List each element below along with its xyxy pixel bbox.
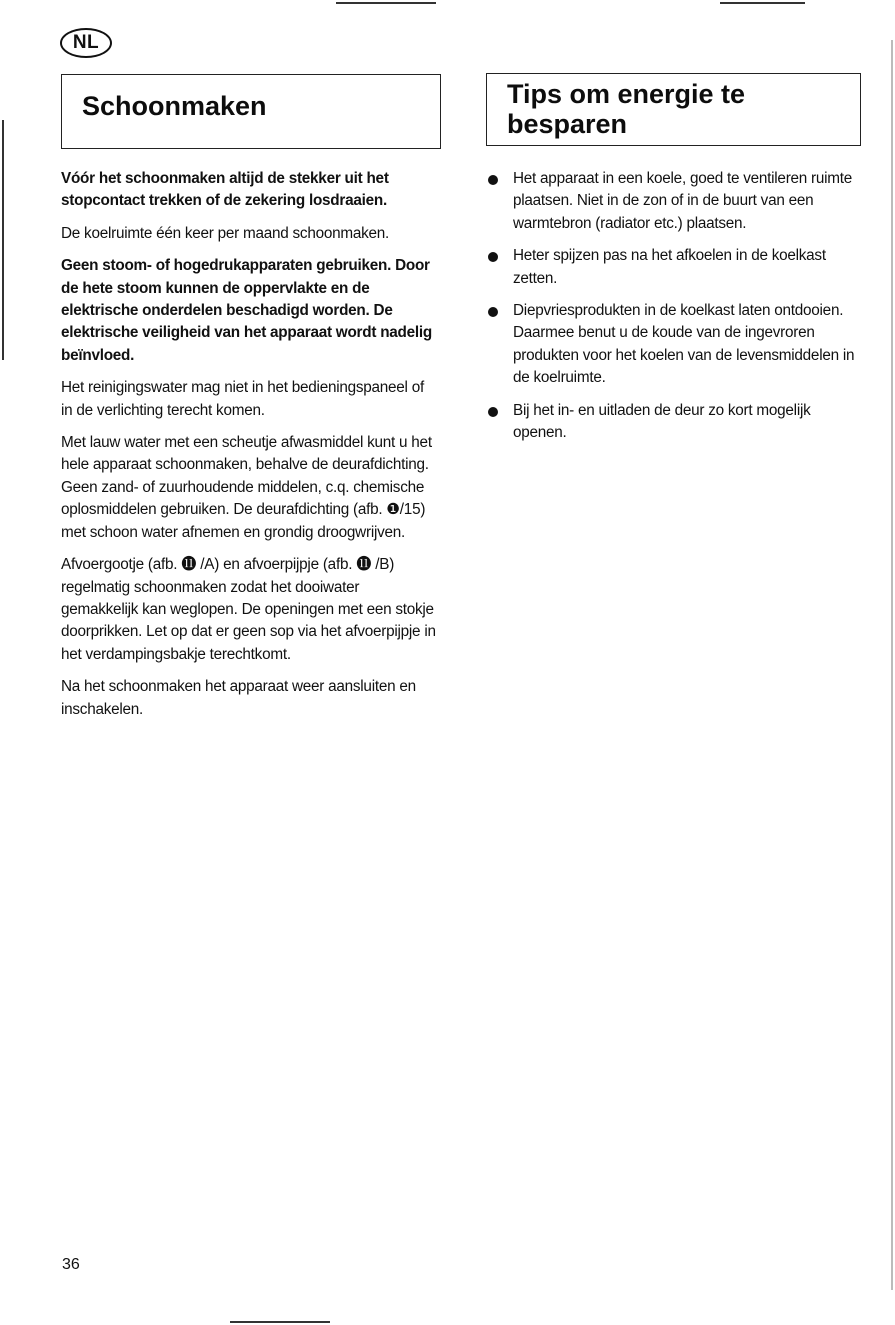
section-title-cleaning [61,74,441,149]
energy-tips-list [486,168,866,454]
list-item [486,245,866,290]
bullet-icon [488,307,498,317]
bullet-icon [488,252,498,262]
section-title-cleaning-text: Schoonmaken [82,91,267,121]
language-badge: NL [60,28,112,58]
scan-line-top-1 [336,2,436,4]
paragraph-unplug-warning: Vóór het schoonmaken altijd de stekker uit het stopcontact trekken of de zekering losdraaien. [61,170,389,210]
list-item [486,300,866,390]
tip-text: Heter spijzen pas na het afkoelen in de koelkast zetten. [513,247,826,287]
list-item [486,168,866,235]
bullet-icon [488,407,498,417]
paragraph-reconnect: Na het schoonmaken het apparaat weer aansluiten en inschakelen. [61,678,416,718]
paragraph-lukewarm-water: Met lauw water met een scheutje afwasmiddel kunt u het hele apparaat schoonmaken, behalve de deurafdichting. Geen zand- of zuurhoudende middelen, c.q. chemische oplosmiddelen gebruiken. De deurafdichting (afb. ❶/15) met schoon water afnemen en grondig droogwrijven. [61,434,432,541]
section-title-energy-line2: besparen [507,109,628,139]
tip-text: Het apparaat in een koele, goed te ventileren ruimte plaatsen. Niet in de zon of in de buurt van een warmtebron (radiator etc.) plaatsen. [513,170,853,232]
page-number: 36 [62,1256,80,1273]
list-item [486,400,866,445]
scan-line-bottom [230,1321,330,1323]
scan-line-top-2 [720,2,805,4]
scan-margin-right [891,40,893,1290]
paragraph-control-panel: Het reinigingswater mag niet in het bedieningspaneel of in de verlichting terecht komen. [61,379,424,419]
scan-margin-left [2,120,4,360]
tip-text: Diepvriesprodukten in de koelkast laten ontdooien. Daarmee benut u de koude van de ingevroren produkten voor het koelen van de levensmiddelen in de koelruimte. [513,302,855,387]
paragraph-steam-warning: Geen stoom- of hogedrukapparaten gebruiken. Door de hete stoom kunnen de oppervlakte en de elektrische onderdelen beschadigd worden. De elektrische veiligheid van het apparaat wordt nadelig beïnvloed. [61,257,432,364]
cleaning-instructions [61,168,437,731]
bullet-icon [488,175,498,185]
tip-text: Bij het in- en uitladen de deur zo kort mogelijk openen. [513,401,811,442]
section-title-energy-line1: Tips om energie te [507,79,746,109]
paragraph-drain-channel: Afvoergootje (afb. ⓫ /A) en afvoerpijpje (afb. ⓫ /B) regelmatig schoonmaken zodat het dooiwater gemakkelijk kan weglopen. De openingen met een stokje doorprikken. Let op dat er geen sop via het afvoerpijpje in het verdampingsbakje terechtkomt. [61,556,436,663]
section-title-energy-tips [486,73,861,146]
paragraph-monthly-clean: De koelruimte één keer per maand schoonmaken. [61,224,390,242]
